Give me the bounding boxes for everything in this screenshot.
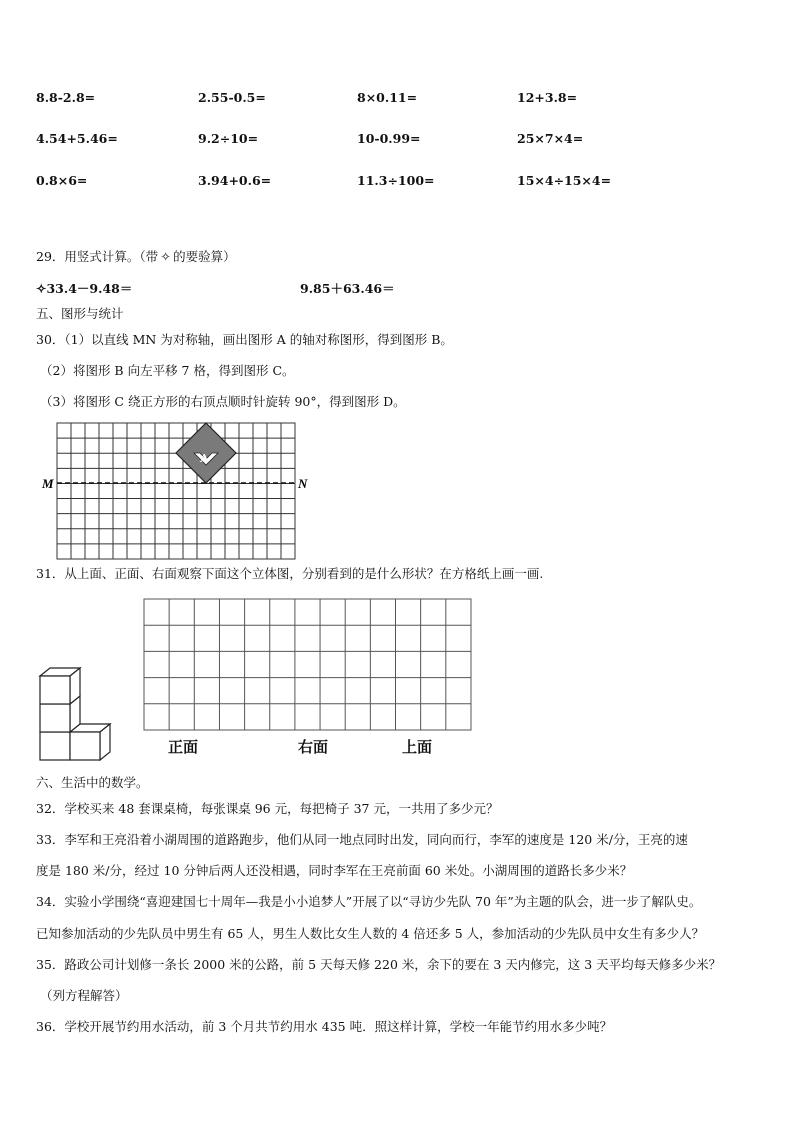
q35-line-1: 35．路政公司计划修一条长 2000 米的公路，前 5 天每天修 220 米，余下的要在 3 天内修完，这 3 天平均每天修多少米？ [36, 957, 722, 972]
arith-item: 10-0.99= [357, 131, 421, 146]
arith-item: 15×4÷15×4= [517, 173, 612, 188]
m-label: M [42, 476, 54, 491]
arith-item: 12+3.8= [517, 90, 578, 105]
cube [40, 704, 70, 732]
q29-item-1 [36, 281, 132, 297]
grid-horizontal-lines [144, 625, 471, 704]
q32-text: 32．学校买来 48 套课桌椅，每张课桌 96 元，每把椅子 37 元，一共用了多少元？ [36, 801, 499, 816]
q33-line-2: 度是 180 米/分，经过 10 分钟后两人还没相遇，同时李军在王亮前面 60 米处。小湖周围的道路长多少米？ [36, 863, 633, 878]
n-label: N [298, 476, 308, 491]
arith-item: 0.8×6= [36, 173, 88, 188]
star-icon: ✧ [36, 281, 47, 296]
star-icon: ✧ [160, 249, 171, 264]
q30-grid-figure [40, 420, 308, 560]
q35-line-2: （列方程解答） [40, 988, 128, 1003]
q31-text: 31．从上面、正面、右面观察下面这个立体图，分别看到的是什么形状？在方格纸上画一画. [36, 566, 544, 581]
grid-vertical-lines [71, 423, 281, 559]
label-right-view: 右面 [298, 738, 329, 756]
arith-item: 9.2÷10= [198, 131, 259, 146]
arith-item: 25×7×4= [517, 131, 584, 146]
arith-item: 4.54+5.46= [36, 131, 118, 146]
q33-line-1: 33．李军和王亮沿着小湖周围的道路跑步，他们从同一地点同时出发，同向而行，李军的速度是 120 米/分，王亮的速 [36, 832, 688, 847]
arith-item: 2.55-0.5= [198, 90, 266, 105]
grid-horizontal-lines [57, 438, 295, 544]
arith-item: 11.3÷100= [357, 173, 435, 188]
label-top-view: 上面 [402, 738, 433, 756]
section-5-heading: 五、图形与统计 [36, 306, 124, 321]
q30-line-3: （3）将图形 C 绕正方形的右顶点顺时针旋转 90°，得到图形 D。 [40, 394, 406, 409]
arith-item: 3.94+0.6= [198, 173, 272, 188]
grid-border [57, 423, 295, 559]
section-6-heading: 六、生活中的数学。 [36, 775, 149, 790]
cube [70, 732, 100, 760]
q36-text: 36．学校开展节约用水活动，前 3 个月共节约用水 435 吨．照这样计算，学校一年能节约用水多少吨？ [36, 1019, 613, 1034]
q31-grid-border [144, 599, 471, 730]
cube [40, 732, 70, 760]
q34-line-2: 已知参加活动的少先队员中男生有 65 人，男生人数比女生人数的 4 倍还多 5 人，参加活动的少先队员中女生有多少人？ [36, 926, 705, 941]
q29-item-2: 9.85＋63.46＝ [300, 281, 395, 296]
q29-title-end: 的要验算） [173, 249, 236, 264]
q29-title-start: 29．用竖式计算。（带 [36, 249, 159, 264]
label-front-view: 正面 [168, 738, 199, 756]
arith-item: 8×0.11= [357, 90, 418, 105]
q30-line-1: 30．（1）以直线 MN 为对称轴，画出图形 A 的轴对称图形，得到图形 B。 [36, 332, 453, 347]
q29-title [36, 249, 236, 265]
q30-line-2: （2）将图形 B 向左平移 7 格，得到图形 C。 [40, 363, 295, 378]
q29-item-1-text: 33.4－9.48＝ [46, 281, 133, 296]
cube-stack-figure [36, 666, 112, 762]
figure-a-label: A [200, 452, 209, 465]
q31-grid [143, 598, 473, 734]
q34-line-1: 34．实验小学围绕“喜迎建国七十周年—我是小小追梦人”开展了以“寻访少先队 70 年”为主题的队会，进一步了解队史。 [36, 894, 702, 909]
cube [40, 676, 70, 704]
grid-vertical-lines [169, 599, 446, 730]
arith-item: 8.8-2.8= [36, 90, 96, 105]
